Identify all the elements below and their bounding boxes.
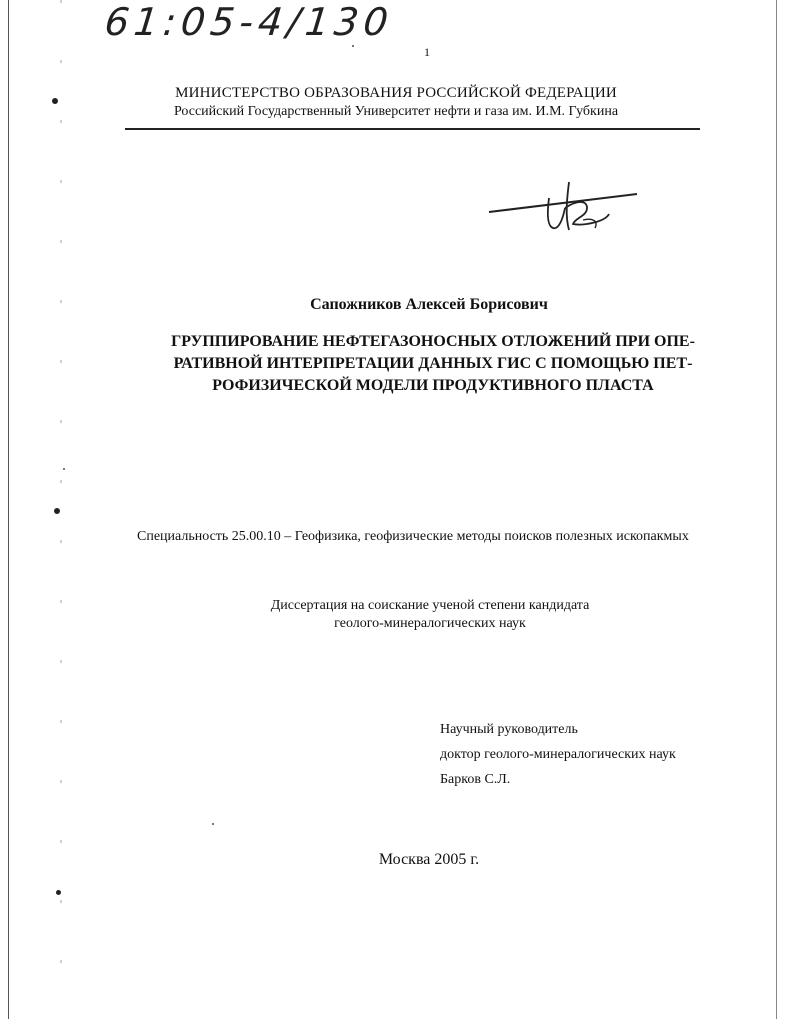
handwritten-archive-number: 61:05-4/130 [102,0,396,44]
header-divider [125,128,700,130]
scan-speck [212,823,214,825]
title-line: РАТИВНОЙ ИНТЕРПРЕТАЦИИ ДАННЫХ ГИС С ПОМОЩЬЮ ПЕТ- [173,355,693,372]
supervisor-name: Барков С.Л. [440,772,511,787]
specialty-line: Специальность 25.00.10 – Геофизика, геофизические методы поисков полезных ископакмых [137,529,689,544]
signature-icon [487,178,642,248]
supervisor-degree: доктор геолого-минералогических наук [440,747,676,762]
binding-hole [54,508,60,514]
supervisor-role: Научный руководитель [440,722,578,737]
author-name: Сапожников Алексей Борисович [310,296,548,313]
university-heading: Российский Государственный Университет нефти и газа им. И.М. Губкина [173,104,619,119]
ministry-heading: МИНИСТЕРСТВО ОБРАЗОВАНИЯ РОССИЙСКОЙ ФЕДЕРАЦИИ [175,85,617,101]
supervisor-block [440,717,676,792]
city-year: Москва 2005 г. [378,851,480,868]
degree-statement [220,597,640,633]
title-line: ГРУППИРОВАНИЕ НЕФТЕГАЗОНОСНЫХ ОТЛОЖЕНИЙ ПРИ ОПЕ- [171,333,695,350]
title-line: РОФИЗИЧЕСКОЙ МОДЕЛИ ПРОДУКТИВНОГО ПЛАСТА [212,377,654,394]
scan-speck [352,45,354,47]
binding-hole [56,890,61,895]
page-number: 1 [424,45,430,59]
dissertation-title [138,331,728,397]
degree-line: геолого-минералогических наук [334,616,526,631]
degree-line: Диссертация на соискание ученой степени кандидата [270,598,590,613]
scan-speck [63,468,65,470]
